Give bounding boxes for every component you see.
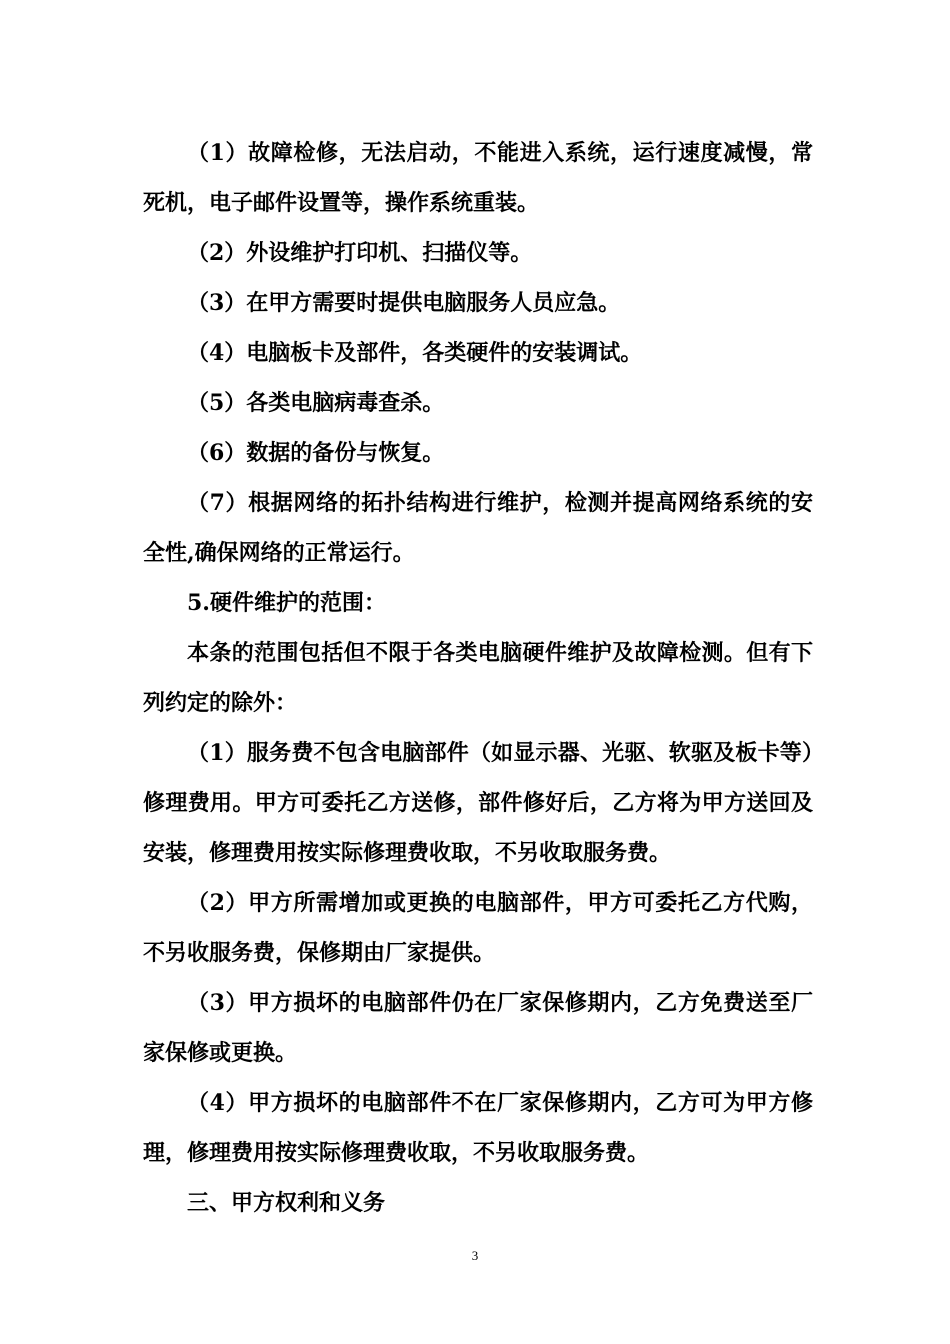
paragraph-scope-intro: 本条的范围包括但不限于各类电脑硬件维护及故障检测。但有下列约定的除外： [143, 640, 813, 716]
paragraph-exception-1: （1）服务费不包含电脑部件（如显示器、光驱、软驱及板卡等）修理费用。甲方可委托乙方送修，部件修好后，乙方将为甲方送回及安装，修理费用按实际修理费收取，不另收取服务费。 [143, 740, 813, 866]
page-number: 3 [471, 1248, 479, 1263]
paragraph-item-5: （5）各类电脑病毒查杀。 [187, 390, 445, 416]
paragraph-item-3: （3）在甲方需要时提供电脑服务人员应急。 [187, 290, 621, 316]
document-body [143, 128, 813, 1228]
paragraph-item-6: （6）数据的备份与恢复。 [187, 440, 445, 466]
paragraph-item-7: （7）根据网络的拓扑结构进行维护，检测并提高网络系统的安全性,确保网络的正常运行。 [143, 490, 813, 566]
paragraph-exception-3: （3）甲方损坏的电脑部件仍在厂家保修期内，乙方免费送至厂家保修或更换。 [143, 990, 813, 1066]
section-heading-party-a-rights: 三、甲方权利和义务 [187, 1190, 386, 1216]
paragraph-item-1: （1）故障检修，无法启动，不能进入系统，运行速度减慢，常死机，电子邮件设置等，操作系统重装。 [143, 140, 813, 216]
paragraph-exception-2: （2）甲方所需增加或更换的电脑部件，甲方可委托乙方代购，不另收服务费，保修期由厂家提供。 [143, 890, 813, 966]
paragraph-item-2: （2）外设维护打印机、扫描仪等。 [187, 240, 533, 266]
section-heading-hardware-scope: 5.硬件维护的范围： [187, 590, 386, 616]
paragraph-item-4: （4）电脑板卡及部件，各类硬件的安装调试。 [187, 340, 643, 366]
paragraph-exception-4: （4）甲方损坏的电脑部件不在厂家保修期内，乙方可为甲方修理，修理费用按实际修理费收取，不另收取服务费。 [143, 1090, 813, 1166]
